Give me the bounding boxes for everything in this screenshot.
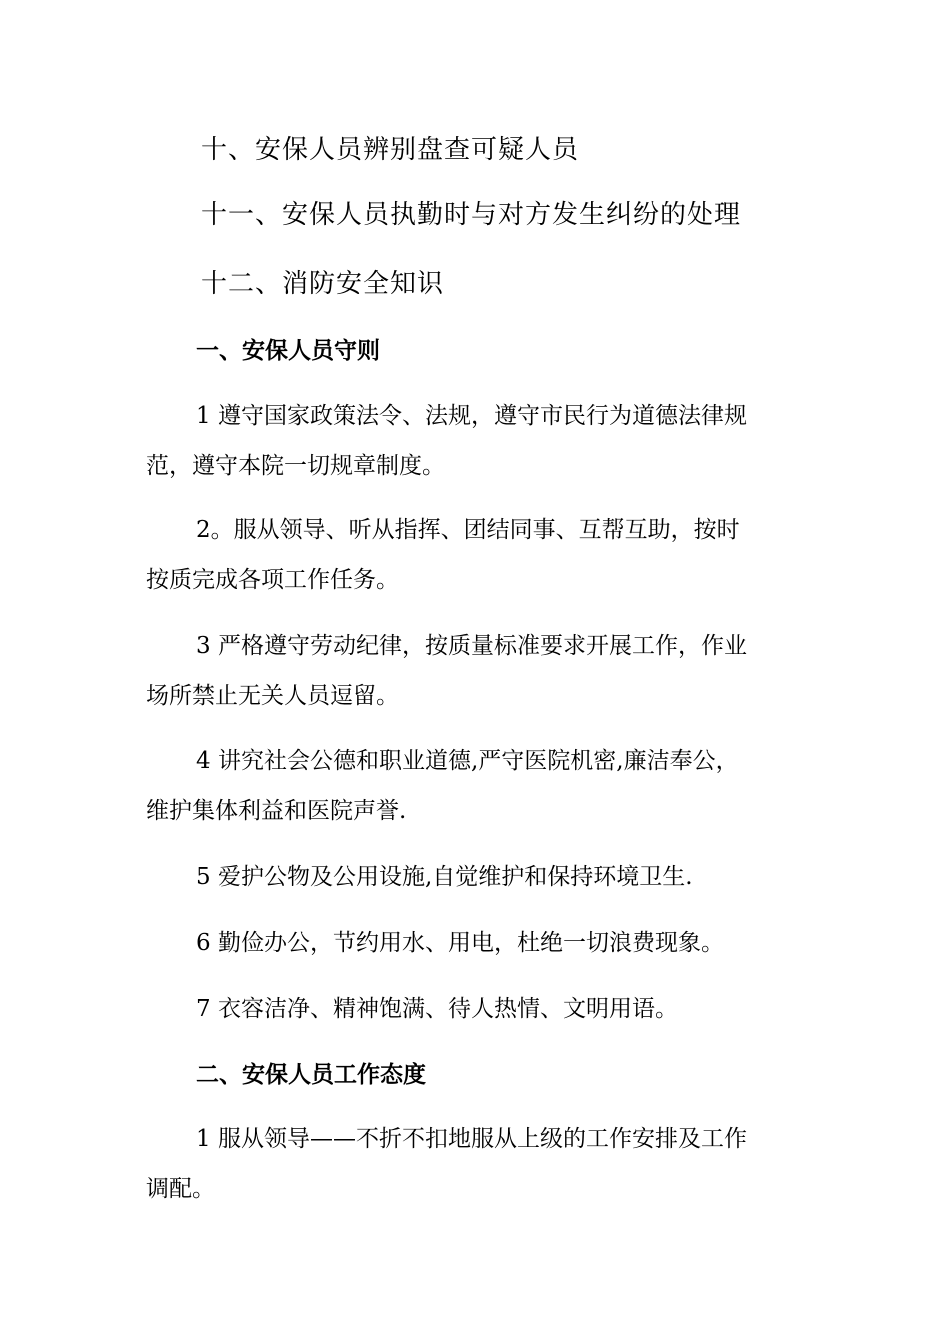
rule-5: 5 爱护公物及公用设施,自觉维护和保持环境卫生. — [196, 864, 693, 890]
rule-7: 7 衣容洁净、精神饱满、待人热情、文明用语。 — [196, 996, 678, 1022]
rule-4-line-2: 维护集体利益和医院声誉. — [146, 798, 407, 824]
rule-3-line-2: 场所禁止无关人员逗留。 — [146, 683, 399, 709]
toc-item-12: 十二、消防安全知识 — [201, 269, 445, 299]
toc-item-10: 十、安保人员辨别盘查可疑人员 — [201, 135, 580, 165]
rule-1-line-2: 范，遵守本院一切规章制度。 — [146, 453, 445, 479]
rule-4-line-1: 4 讲究社会公德和职业道德,严守医院机密,廉洁奉公， — [196, 748, 739, 774]
rule-3-line-1: 3 严格遵守劳动纪律，按质量标准要求开展工作，作业 — [196, 633, 747, 659]
section-heading-attitude: 二、安保人员工作态度 — [196, 1061, 426, 1088]
rule-2-line-2: 按质完成各项工作任务。 — [146, 567, 399, 593]
section-heading-rules: 一、安保人员守则 — [196, 337, 380, 364]
rule-1-line-1: 1 遵守国家政策法令、法规，遵守市民行为道德法律规 — [196, 403, 747, 429]
attitude-1-line-2: 调配。 — [146, 1176, 215, 1202]
attitude-1-line-1: 1 服从领导——不折不扣地服从上级的工作安排及工作 — [196, 1126, 747, 1152]
rule-2-line-1: 2。服从领导、听从指挥、团结同事、互帮互助，按时 — [196, 517, 740, 543]
toc-item-11: 十一、安保人员执勤时与对方发生纠纷的处理 — [201, 200, 742, 230]
rule-6: 6 勤俭办公，节约用水、用电，杜绝一切浪费现象。 — [196, 930, 724, 956]
